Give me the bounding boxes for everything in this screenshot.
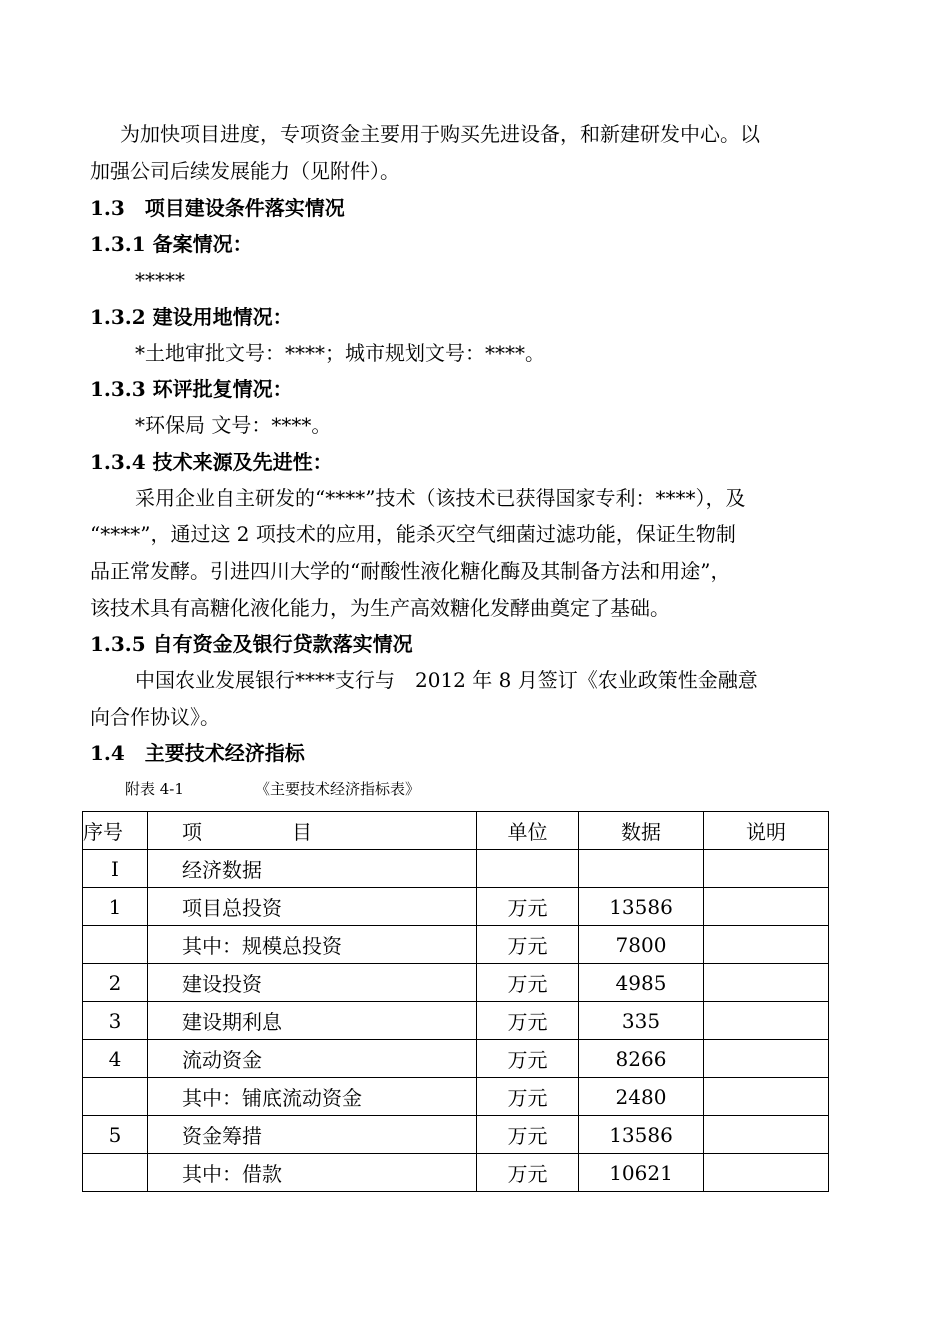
subsection-heading: 1.3.2 建设用地情况： xyxy=(90,305,293,329)
paragraph-line: 向合作协议》。 xyxy=(90,705,220,729)
cell-unit: 万元 xyxy=(477,1078,579,1116)
table-header-row xyxy=(83,812,829,850)
header-no: 序号 xyxy=(83,812,148,850)
cell-note xyxy=(704,1002,829,1040)
cell-unit: 万元 xyxy=(477,1040,579,1078)
cell-no: 1 xyxy=(83,888,148,926)
subsection-heading: 1.3.5 自有资金及银行贷款落实情况 xyxy=(90,632,413,656)
header-value: 数据 xyxy=(579,812,704,850)
cell-no: 4 xyxy=(83,1040,148,1078)
section-heading: 1.4 主要技术经济指标 xyxy=(90,741,305,765)
cell-item: 建设投资 xyxy=(148,964,477,1002)
cell-unit: 万元 xyxy=(477,964,579,1002)
cell-no xyxy=(83,1078,148,1116)
cell-no: I xyxy=(83,850,148,888)
header-item-char: 目 xyxy=(292,820,312,844)
cell-note xyxy=(704,888,829,926)
cell-note xyxy=(704,1040,829,1078)
subsection-heading: 1.3.4 技术来源及先进性： xyxy=(90,450,333,474)
cell-unit: 万元 xyxy=(477,1154,579,1192)
paragraph-line: 加强公司后续发展能力（见附件）。 xyxy=(90,159,400,183)
cell-note xyxy=(704,1078,829,1116)
cell-no xyxy=(83,926,148,964)
cell-no: 3 xyxy=(83,1002,148,1040)
table-row xyxy=(83,964,829,1002)
paragraph-line: 该技术具有高糖化液化能力，为生产高效糖化发酵曲奠定了基础。 xyxy=(90,596,670,620)
table-row xyxy=(83,1002,829,1040)
cell-value: 335 xyxy=(579,1002,704,1040)
cell-item: 其中：借款 xyxy=(148,1154,477,1192)
cell-value: 2480 xyxy=(579,1078,704,1116)
table-caption-title: 《主要技术经济指标表》 xyxy=(255,780,421,798)
cell-item: 其中：铺底流动资金 xyxy=(148,1078,477,1116)
paragraph-line: 为加快项目进度，专项资金主要用于购买先进设备，和新建研发中心。以 xyxy=(120,122,760,146)
cell-note xyxy=(704,850,829,888)
table-row xyxy=(83,1116,829,1154)
cell-item: 建设期利息 xyxy=(148,1002,477,1040)
cell-value xyxy=(579,850,704,888)
cell-unit: 万元 xyxy=(477,1116,579,1154)
table-row xyxy=(83,926,829,964)
subsection-heading: 1.3.1 备案情况： xyxy=(90,232,253,256)
table-row xyxy=(83,888,829,926)
cell-item: 经济数据 xyxy=(148,850,477,888)
section-heading: 1.3 项目建设条件落实情况 xyxy=(90,196,345,220)
cell-item: 其中：规模总投资 xyxy=(148,926,477,964)
header-item xyxy=(148,812,477,850)
cell-note xyxy=(704,1154,829,1192)
paragraph-line: *土地审批文号：****；城市规划文号：****。 xyxy=(135,341,545,365)
table-row xyxy=(83,1078,829,1116)
header-unit: 单位 xyxy=(477,812,579,850)
cell-note xyxy=(704,964,829,1002)
cell-no xyxy=(83,1154,148,1192)
cell-value: 13586 xyxy=(579,888,704,926)
cell-no: 2 xyxy=(83,964,148,1002)
cell-value: 13586 xyxy=(579,1116,704,1154)
cell-item: 资金筹措 xyxy=(148,1116,477,1154)
cell-note xyxy=(704,926,829,964)
cell-item: 流动资金 xyxy=(148,1040,477,1078)
cell-item: 项目总投资 xyxy=(148,888,477,926)
header-item-char: 项 xyxy=(182,820,202,844)
cell-value: 4985 xyxy=(579,964,704,1002)
cell-note xyxy=(704,1116,829,1154)
cell-value: 10621 xyxy=(579,1154,704,1192)
cell-unit: 万元 xyxy=(477,1002,579,1040)
cell-unit: 万元 xyxy=(477,888,579,926)
header-note: 说明 xyxy=(704,812,829,850)
cell-unit xyxy=(477,850,579,888)
table-caption-number: 附表 4-1 xyxy=(125,780,184,798)
table-row xyxy=(83,1154,829,1192)
paragraph-line: 采用企业自主研发的“****”技术（该技术已获得国家专利：****），及 xyxy=(135,486,746,510)
indicator-table xyxy=(82,811,829,1192)
paragraph-line: *环保局 文号：****。 xyxy=(135,413,332,437)
cell-value: 7800 xyxy=(579,926,704,964)
paragraph-line: “****”，通过这 2 项技术的应用，能杀灭空气细菌过滤功能，保证生物制 xyxy=(90,522,736,546)
cell-no: 5 xyxy=(83,1116,148,1154)
subsection-heading: 1.3.3 环评批复情况： xyxy=(90,377,293,401)
table-row xyxy=(83,1040,829,1078)
cell-value: 8266 xyxy=(579,1040,704,1078)
cell-unit: 万元 xyxy=(477,926,579,964)
table-row xyxy=(83,850,829,888)
paragraph-line: ***** xyxy=(135,268,185,292)
paragraph-line: 中国农业发展银行****支行与 2012 年 8 月签订《农业政策性金融意 xyxy=(135,668,758,692)
paragraph-line: 品正常发酵。引进四川大学的“耐酸性液化糖化酶及其制备方法和用途”， xyxy=(90,559,731,583)
